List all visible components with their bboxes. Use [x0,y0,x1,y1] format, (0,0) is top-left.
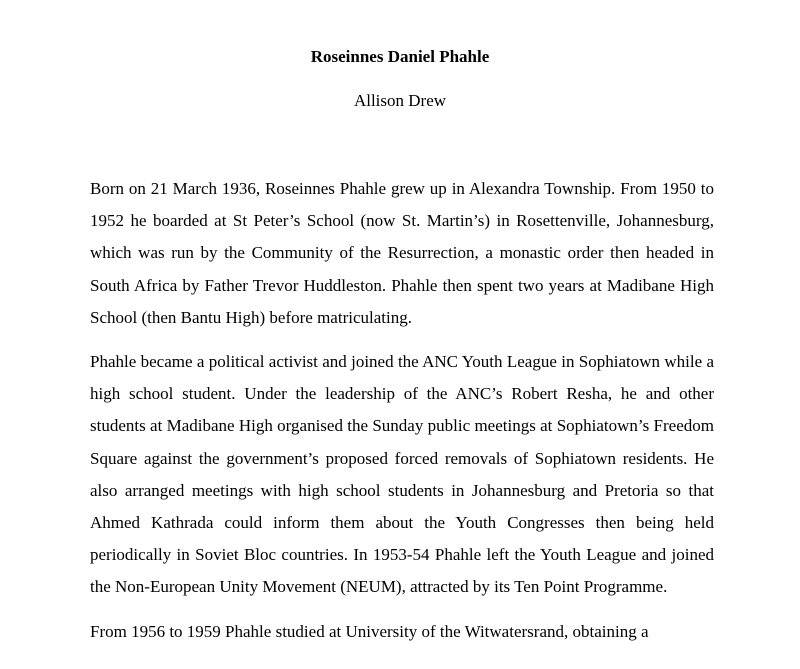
document-body [90,173,714,660]
paragraph-university: From 1956 to 1959 Phahle studied at University of the Witwatersrand, obtaining a [90,621,649,641]
paragraph-political-activism: Phahle became a political activist and joined the ANC Youth League in Sophiatown while a high school student. Under the leadership of the ANC’s Robert Resha, he and other students at Madibane High organised the Sunday public meetings at Sophiatown’s Freedom Square against the government’s proposed forced removals of Sophiatown residents. He also arranged meetings with high school students in Johannesburg and Pretoria so that Ahmed Kathrada could inform them about the Youth Congresses then being held periodically in Soviet Bloc countries. In 1953-54 Phahle left the Youth League and joined the Non-European Unity Movement (NEUM), attracted by its Ten Point Programme. [90,352,714,597]
document-title: Roseinnes Daniel Phahle [310,47,490,66]
document-author: Allison Drew [353,91,447,110]
paragraph-early-life: Born on 21 March 1936, Roseinnes Phahle grew up in Alexandra Township. From 1950 to 1952 he boarded at St Peter’s School (now St. Martin’s) in Rosettenville, Johannesburg, which was run by the Community of the Resurrection, a monastic order then headed in South Africa by Father Trevor Huddleston. Phahle then spent two years at Madibane High School (then Bantu High) before matriculating. [90,179,714,327]
